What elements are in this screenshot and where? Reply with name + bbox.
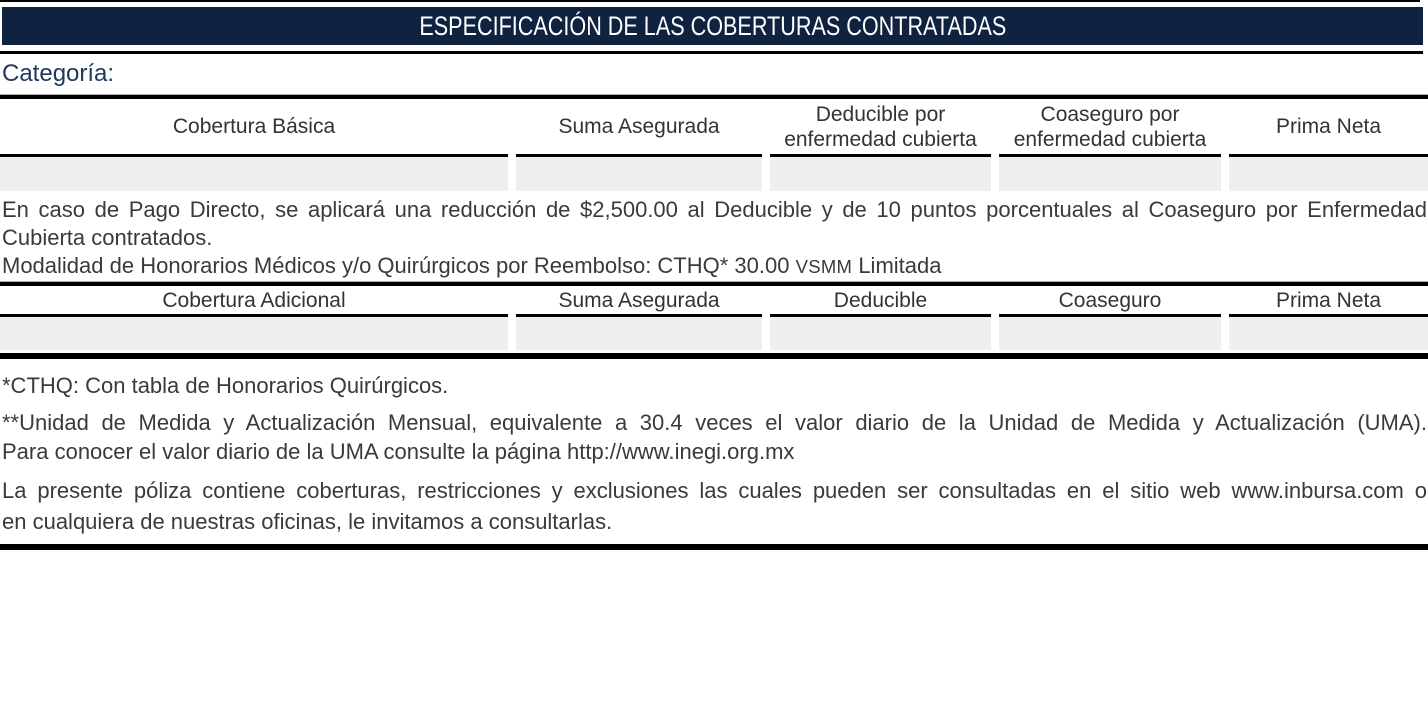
- basic-coverage-table: [0, 99, 1428, 191]
- additional-coverage-table: [0, 286, 1428, 350]
- uma-footnote: [0, 408, 1428, 466]
- basic-row-cell-prima: [1229, 157, 1428, 191]
- basic-header-cobertura-basica: Cobertura Básica: [0, 99, 508, 157]
- uma-footnote-line2: Para conocer el valor diario de la UMA consulte la página http://www.inegi.org.mx: [2, 439, 795, 464]
- basic-header-coaseguro: Coaseguro por enfermedad cubierta: [999, 99, 1221, 157]
- modalidad-prefix: Modalidad de Honorarios Médicos y/o Quirúrgicos por Reembolso: CTHQ* 30.00: [2, 253, 796, 278]
- section-title: ESPECIFICACIÓN DE LAS COBERTURAS CONTRATADAS: [419, 10, 1006, 41]
- additional-header-cobertura-adicional: Cobertura Adicional: [0, 286, 508, 317]
- basic-header-suma-asegurada: Suma Asegurada: [516, 99, 762, 157]
- basic-row-cell-deducible: [770, 157, 991, 191]
- additional-row-cell-cobertura: [0, 317, 508, 350]
- pago-directo-line1: En caso de Pago Directo, se aplicará una reducción de $2,500.00 al Deducible y de 10 puntos porcentuales al Coaseguro por Enfermedad: [2, 197, 1427, 222]
- additional-header-coaseguro: Coaseguro: [999, 286, 1221, 317]
- poliza-footnote: [0, 475, 1428, 537]
- poliza-footnote-line2: en cualquiera de nuestras oficinas, le invitamos a consultarlas.: [2, 509, 613, 534]
- cthq-footnote: [0, 371, 1428, 400]
- additional-row-cell-prima: [1229, 317, 1428, 350]
- modalidad-line: [2, 252, 1428, 281]
- additional-header-prima-neta: Prima Neta: [1229, 286, 1428, 317]
- additional-row-cell-coaseguro: [999, 317, 1221, 350]
- section-title-bar: [2, 7, 1423, 45]
- basic-header-deducible: Deducible por enfermedad cubierta: [770, 99, 991, 157]
- basic-row-cell-cobertura: [0, 157, 508, 191]
- additional-header-deducible: Deducible: [770, 286, 991, 317]
- additional-header-suma-asegurada: Suma Asegurada: [516, 286, 762, 317]
- pago-directo-note: [0, 196, 1428, 281]
- uma-footnote-line1: **Unidad de Medida y Actualización Mensual, equivalente a 30.4 veces el valor diario de la Unidad de Medida y Actualización (UMA).: [2, 410, 1427, 435]
- poliza-footnote-line1: La presente póliza contiene coberturas, restricciones y exclusiones las cuales pueden ser consultadas en el sitio web www.inbursa.com o: [2, 478, 1427, 503]
- modalidad-suffix: Limitada: [852, 253, 942, 278]
- cthq-footnote-line: *CTHQ: Con tabla de Honorarios Quirúrgicos.: [2, 373, 449, 398]
- modalidad-vsmm: VSMM: [795, 256, 853, 277]
- additional-row-cell-deducible: [770, 317, 991, 350]
- pago-directo-line2: Cubierta contratados.: [2, 225, 213, 250]
- basic-row-cell-coaseguro: [999, 157, 1221, 191]
- additional-table-bottom-border: [0, 353, 1428, 359]
- basic-header-prima-neta: Prima Neta: [1229, 99, 1428, 157]
- top-rule: [0, 0, 1420, 2]
- page-bottom-rule: [0, 544, 1428, 550]
- additional-row-cell-suma: [516, 317, 762, 350]
- category-label: Categoría:: [2, 60, 115, 87]
- basic-row-cell-suma: [516, 157, 762, 191]
